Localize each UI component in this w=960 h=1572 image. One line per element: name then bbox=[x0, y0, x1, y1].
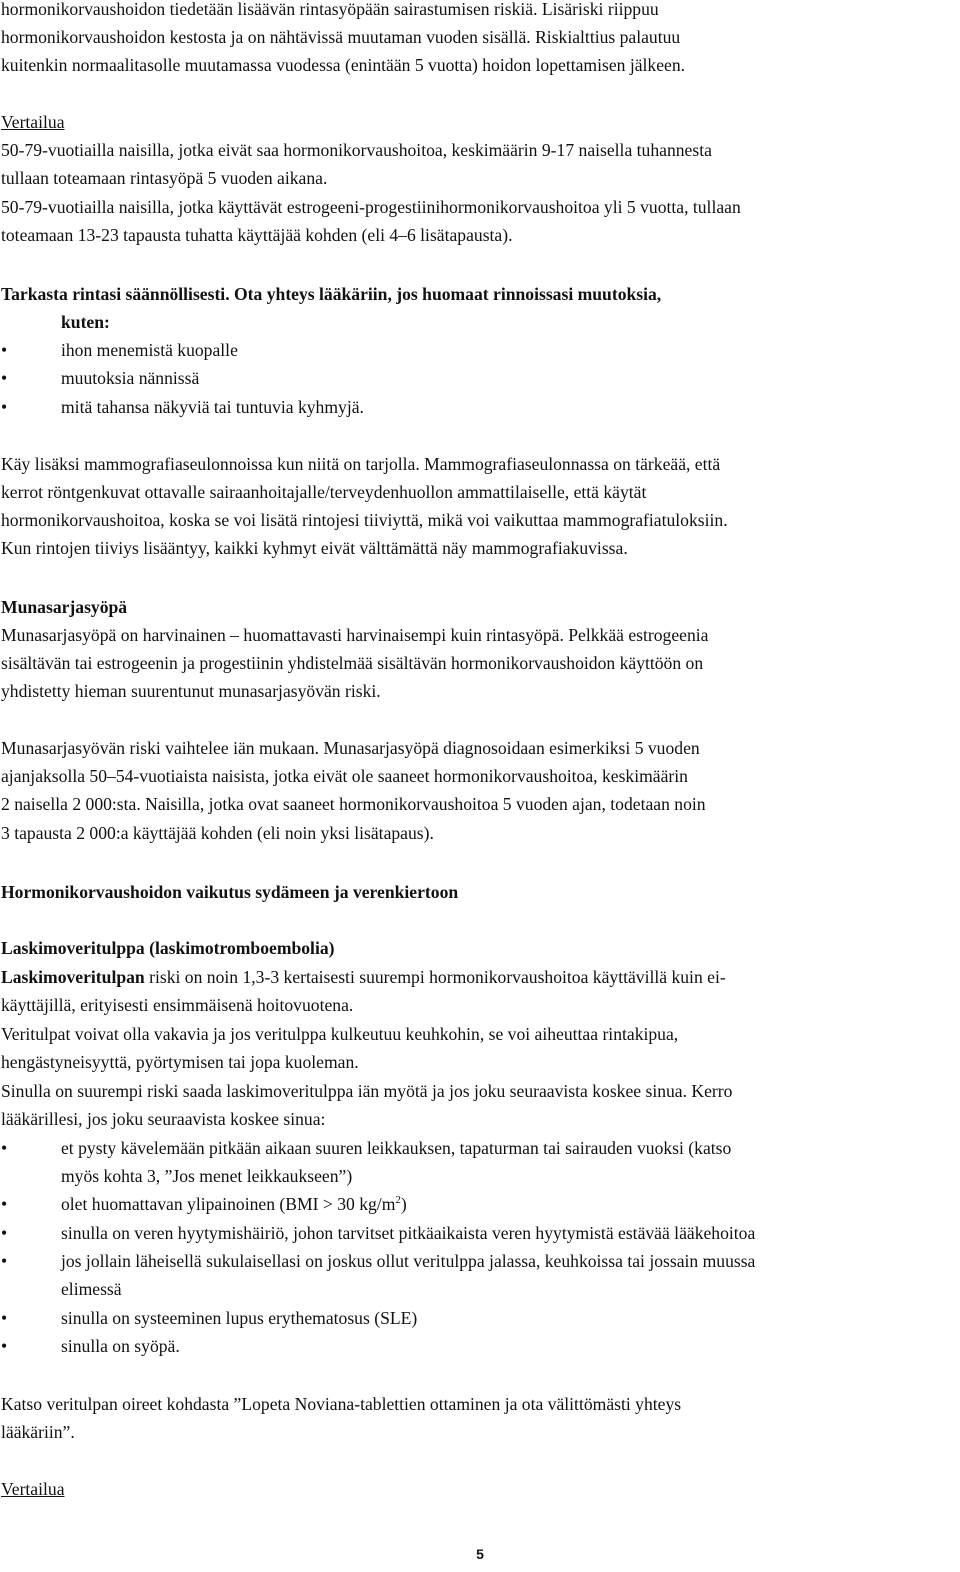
text-line: kuitenkin normaalitasolle muutamassa vuodessa (enintään 5 vuotta) hoidon lopettamisen jälkeen. bbox=[1, 55, 686, 75]
text-line: yhdistetty hieman suurentunut munasarjasyövän riski. bbox=[1, 681, 381, 701]
ovarian-cancer-heading: Munasarjasyöpä bbox=[1, 597, 128, 617]
breast-check-heading: Tarkasta rintasi säännöllisesti. Ota yhteys lääkäriin, jos huomaat rinnoissasi muutoksia, bbox=[1, 284, 662, 304]
text-line: Katso veritulpan oireet kohdasta ”Lopeta Noviana-tablettien ottaminen ja ota välittömästi yhteys bbox=[1, 1394, 682, 1414]
text-span: olet huomattavan ylipainoinen (BMI > 30 kg/m bbox=[61, 1194, 396, 1214]
list-item: ihon menemistä kuopalle bbox=[61, 340, 238, 360]
text-line: 50-79-vuotiailla naisilla, jotka käyttävät estrogeeni-progestiinihormonikorvaushoitoa yli 5 vuotta, tullaan bbox=[1, 197, 741, 217]
list-item-cont: elimessä bbox=[61, 1279, 122, 1299]
bullet-icon: • bbox=[1, 1223, 8, 1243]
bullet-icon: • bbox=[1, 340, 8, 360]
text-span: ) bbox=[400, 1194, 407, 1214]
text-line bbox=[1, 966, 726, 988]
breast-check-heading-cont: kuten: bbox=[61, 312, 110, 332]
text-line: kerrot röntgenkuvat ottavalle sairaanhoitajalle/terveydenhuollon ammattilaiselle, että käytät bbox=[1, 482, 647, 502]
list-item: sinulla on systeeminen lupus erythematosus (SLE) bbox=[61, 1308, 418, 1328]
page-number: 5 bbox=[476, 1546, 484, 1562]
text-line: 2 naisella 2 000:sta. Naisilla, jotka ovat saaneet hormonikorvaushoitoa 5 vuoden ajan, todetaan noin bbox=[1, 794, 706, 814]
list-item-cont: myös kohta 3, ”Jos menet leikkaukseen”) bbox=[61, 1166, 353, 1186]
list-item: sinulla on veren hyytymishäiriö, johon tarvitset pitkäaikaista veren hyytymistä estävää lääkehoitoa bbox=[61, 1223, 756, 1243]
text-line: lääkärillesi, jos joku seuraavista koskee sinua: bbox=[1, 1109, 326, 1129]
text-line: Veritulpat voivat olla vakavia ja jos veritulppa kulkeutuu keuhkohin, se voi aiheuttaa rintakipua, bbox=[1, 1024, 679, 1044]
text-line: Käy lisäksi mammografiaseulonnoissa kun niitä on tarjolla. Mammografiaseulonnassa on tärkeää, että bbox=[1, 454, 721, 474]
bullet-icon: • bbox=[1, 397, 8, 417]
list-item bbox=[61, 1193, 407, 1215]
text-line: tullaan toteamaan rintasyöpä 5 vuoden aikana. bbox=[1, 168, 328, 188]
text-line: lääkäriin”. bbox=[1, 1422, 75, 1442]
text-line: Munasarjasyövän riski vaihtelee iän mukaan. Munasarjasyöpä diagnosoidaan esimerkiksi 5 vuoden bbox=[1, 738, 700, 758]
text-line: hormonikorvaushoidon tiedetään lisäävän rintasyöpään sairastumisen riskiä. Lisäriski riippuu bbox=[1, 0, 659, 19]
list-item: sinulla on syöpä. bbox=[61, 1336, 180, 1356]
list-item: muutoksia nännissä bbox=[61, 368, 200, 388]
text-line: 3 tapausta 2 000:a käyttäjää kohden (eli noin yksi lisätapaus). bbox=[1, 823, 434, 843]
text-line: toteamaan 13-23 tapausta tuhatta käyttäjää kohden (eli 4–6 lisätapausta). bbox=[1, 225, 513, 245]
text-line: sisältävän tai estrogeenin ja progestiinin yhdistelmää sisältävän hormonikorvaushoidon käyttöön on bbox=[1, 653, 704, 673]
text-line: hengästyneisyyttä, pyörtymisen tai jopa kuoleman. bbox=[1, 1052, 359, 1072]
text-span: riski on noin 1,3-3 kertaisesti suurempi hormonikorvaushoitoa käyttävillä kuin ei- bbox=[144, 967, 726, 987]
text-line: hormonikorvaushoidon kestosta ja on nähtävissä muutaman vuoden sisällä. Riskialttius palautuu bbox=[1, 27, 681, 47]
text-line: 50-79-vuotiailla naisilla, jotka eivät saa hormonikorvaushoitoa, keskimäärin 9-17 naisella tuhannesta bbox=[1, 140, 712, 160]
list-item: mitä tahansa näkyviä tai tuntuvia kyhmyjä. bbox=[61, 397, 364, 417]
vte-term: Laskimoveritulpan bbox=[1, 967, 145, 987]
bullet-icon: • bbox=[1, 1336, 8, 1356]
superscript: 2 bbox=[395, 1194, 401, 1206]
text-line: Munasarjasyöpä on harvinainen – huomattavasti harvinaisempi kuin rintasyöpä. Pelkkää estrogeenia bbox=[1, 625, 709, 645]
text-line: ajanjaksolla 50–54-vuotiaista naisista, jotka eivät ole saaneet hormonikorvaushoitoa, keskimäärin bbox=[1, 766, 688, 786]
text-line: Kun rintojen tiiviys lisääntyy, kaikki kyhmyt eivät välttämättä näy mammografiakuvissa. bbox=[1, 538, 628, 558]
bullet-icon: • bbox=[1, 1308, 8, 1328]
bullet-icon: • bbox=[1, 1251, 8, 1271]
list-item: jos jollain läheisellä sukulaisellasi on joskus ollut veritulppa jalassa, keuhkoissa tai jossain muussa bbox=[61, 1251, 756, 1271]
heart-section-heading: Hormonikorvaushoidon vaikutus sydämeen ja verenkiertoon bbox=[1, 882, 459, 902]
vte-heading: Laskimoveritulppa (laskimotromboembolia) bbox=[1, 938, 335, 958]
comparison-heading: Vertailua bbox=[1, 112, 65, 132]
list-item: et pysty kävelemään pitkään aikaan suuren leikkauksen, tapaturman tai sairauden vuoksi (katso bbox=[61, 1138, 732, 1158]
comparison-heading: Vertailua bbox=[1, 1479, 65, 1499]
text-line: hormonikorvaushoitoa, koska se voi lisätä rintojesi tiiviyttä, mikä voi vaikuttaa mammografiatuloksiin. bbox=[1, 510, 728, 530]
bullet-icon: • bbox=[1, 1194, 8, 1214]
text-line: käyttäjillä, erityisesti ensimmäisenä hoitovuotena. bbox=[1, 995, 354, 1015]
text-line: Sinulla on suurempi riski saada laskimoveritulppa iän myötä ja jos joku seuraavista koskee sinua. Kerro bbox=[1, 1081, 733, 1101]
bullet-icon: • bbox=[1, 1138, 8, 1158]
bullet-icon: • bbox=[1, 368, 8, 388]
